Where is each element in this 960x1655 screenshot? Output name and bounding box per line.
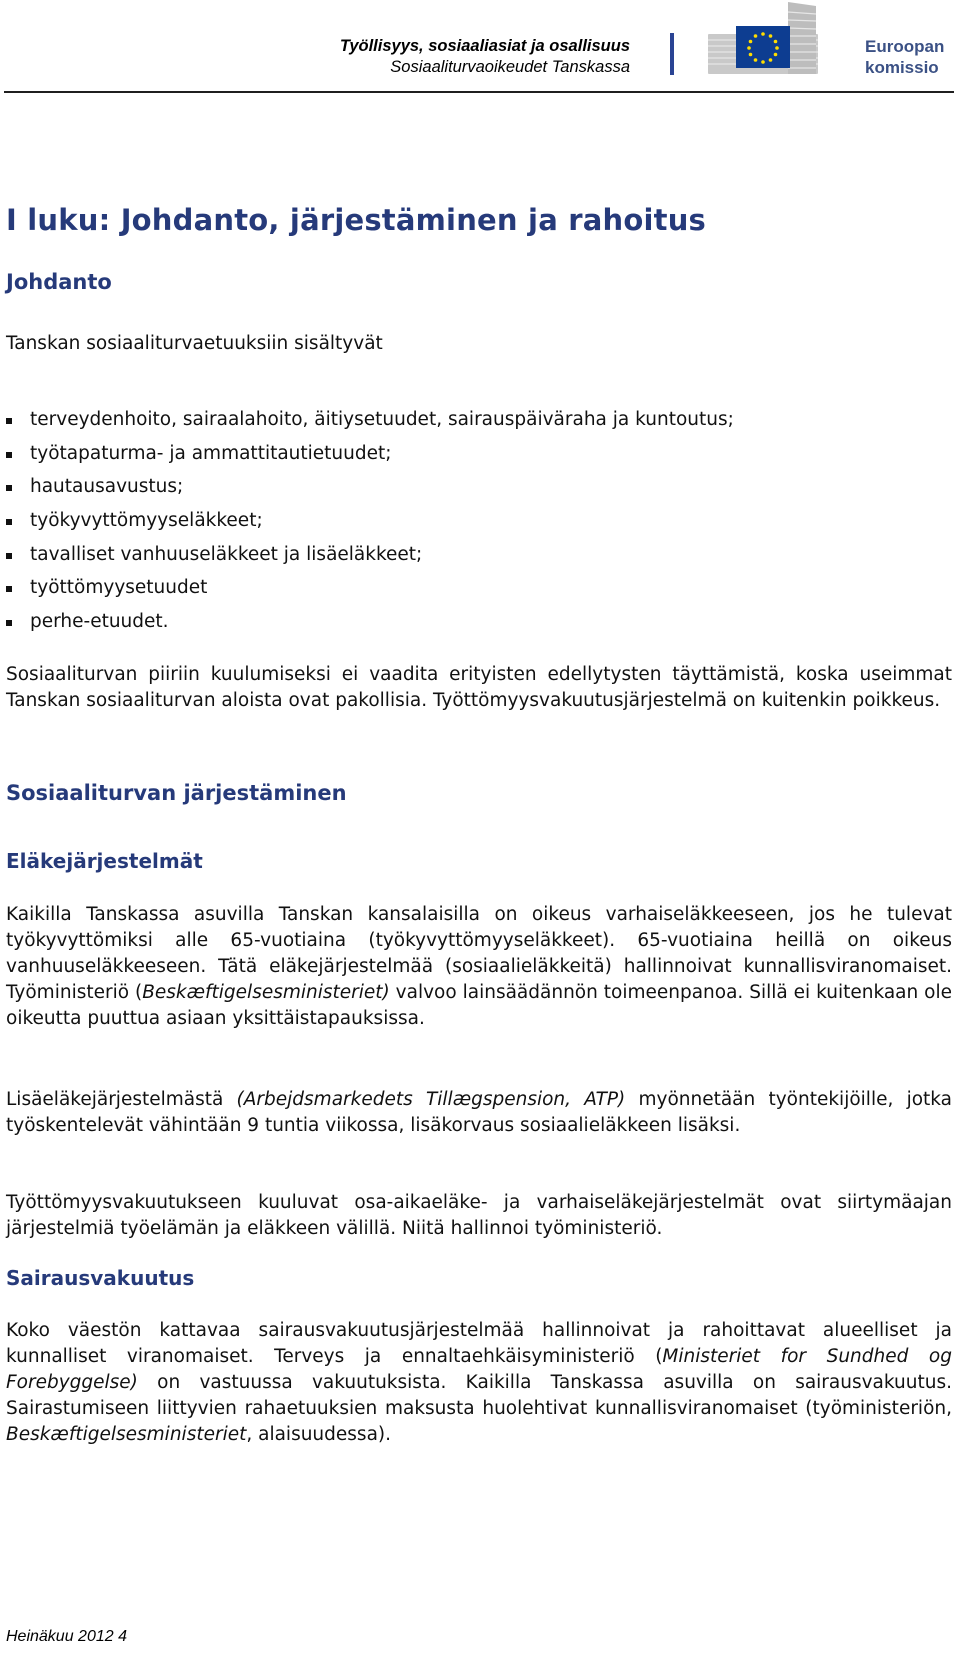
list-item-text: työkyvyttömyyseläkkeet; xyxy=(30,510,263,532)
list-item-text: hautausavustus; xyxy=(30,476,184,498)
sickness-text-c: , alaisuudessa). xyxy=(246,1424,391,1445)
list-item xyxy=(6,440,734,474)
header-separator xyxy=(670,33,674,75)
chapter-title: I luku: Johdanto, järjestäminen ja rahoitus xyxy=(6,203,707,237)
pensions-p1-text-b: valvoo lainsäädännön toimeenpanoa. Sillä ei kuitenkaan ole oikeutta puuttua asiaan yksittäistapauksissa. xyxy=(6,982,952,1029)
bullet-icon xyxy=(6,485,12,491)
dg-subtitle: Sosiaaliturvaoikeudet Tanskassa xyxy=(390,58,630,76)
dg-title: Työllisyys, sosiaaliasiat ja osallisuus xyxy=(339,37,630,55)
list-item-text: tavalliset vanhuuseläkkeet ja lisäeläkkeet; xyxy=(30,543,423,565)
section-heading-organisation: Sosiaaliturvan järjestäminen xyxy=(6,781,347,805)
bullet-icon xyxy=(6,519,12,525)
bullet-icon xyxy=(6,452,12,458)
pensions-paragraph-2 xyxy=(6,1087,952,1139)
pensions-p2-italic: (Arbejdsmarkedets Tillægspension, ATP) xyxy=(236,1089,626,1110)
sickness-paragraph xyxy=(6,1318,952,1448)
pensions-p1-italic: Beskæftigelsesministeriet) xyxy=(142,982,390,1003)
ec-wordmark-line2: komissio xyxy=(865,58,939,77)
page-footer: Heinäkuu 2012 4 xyxy=(6,1628,127,1645)
list-item xyxy=(6,541,734,575)
bullet-icon xyxy=(6,418,12,424)
ec-wordmark xyxy=(865,36,944,78)
list-item-text: perhe-etuudet. xyxy=(30,611,169,633)
list-item xyxy=(6,406,734,440)
sickness-italic-1: Ministeriet for Sundhed og Forebyggelse) xyxy=(6,1346,952,1393)
pensions-paragraph-3: Työttömyysvakuutukseen kuuluvat osa-aikaeläke- ja varhaiseläkejärjestelmät ovat siirtymäajan järjestelmiä työelämän ja eläkkeen välillä. Niitä hallinnoi työministeriö. xyxy=(6,1192,952,1239)
page-header xyxy=(0,0,960,92)
sickness-text-b: on vastuussa vakuutuksista. Kaikilla Tanskassa asuvilla on sairausvakuutus. Sairastumiseen liittyvien rahaetuuksien maksusta huolehtivat kunnallisviranomaiset (työministeriön, xyxy=(6,1372,952,1419)
list-item xyxy=(6,574,734,608)
list-item xyxy=(6,608,734,642)
list-item xyxy=(6,507,734,541)
bullet-icon xyxy=(6,620,12,626)
intro-paragraph: Sosiaaliturvan piiriin kuulumiseksi ei vaadita erityisten edellytysten täyttämistä, koska useimmat Tanskan sosiaaliturvan aloista ovat pakollisia. Työttömyysvakuutusjärjestelmä on kuitenkin poikkeus. xyxy=(6,664,952,711)
subheading-pensions: Eläkejärjestelmät xyxy=(6,849,203,873)
list-item-text: työttömyysetuudet xyxy=(30,577,208,599)
list-item xyxy=(6,473,734,507)
sickness-text-a: Koko väestön kattavaa sairausvakuutusjärjestelmää hallinnoivat ja rahoittavat alueelliset ja kunnalliset viranomaiset. Terveys ja ennaltaehkäisyministeriö ( xyxy=(6,1320,952,1367)
bullet-icon xyxy=(6,586,12,592)
pensions-p2-text-b: myönnetään työntekijöille, jotka työskentelevät vähintään 9 tuntia viikossa, lisäkorvaus sosiaalieläkkeen lisäksi. xyxy=(6,1089,952,1136)
bullet-icon xyxy=(6,553,12,559)
list-item-text: terveydenhoito, sairaalahoito, äitiysetuudet, sairauspäiväraha ja kuntoutus; xyxy=(30,409,734,430)
section-heading-intro: Johdanto xyxy=(6,270,112,294)
list-item-text: työtapaturma- ja ammattitautietuudet; xyxy=(30,442,392,464)
pensions-paragraph-1 xyxy=(6,902,952,1032)
sickness-italic-2: Beskæftigelsesministeriet xyxy=(6,1424,247,1445)
pensions-p2-text-a: Lisäeläkejärjestelmästä xyxy=(6,1089,237,1110)
intro-lead: Tanskan sosiaaliturvaetuuksiin sisältyvät xyxy=(6,333,383,354)
benefits-list xyxy=(6,406,734,642)
pensions-p1-text-a: Kaikilla Tanskassa asuvilla Tanskan kansalaisilla on oikeus varhaiseläkkeeseen, jos he tulevat työkyvyttömiksi alle 65-vuotiaina (työkyvyttömyyseläkkeet). 65-vuotiaina heillä on oikeus vanhuuseläkkeeseen. Tätä eläkejärjestelmää (sosiaalieläkkeitä) hallinnoivat kunnallisviranomaiset. Työministeriö ( xyxy=(6,904,952,1003)
ec-wordmark-line1: Euroopan xyxy=(865,37,945,56)
subheading-sickness: Sairausvakuutus xyxy=(6,1266,195,1290)
header-rule xyxy=(4,91,954,93)
